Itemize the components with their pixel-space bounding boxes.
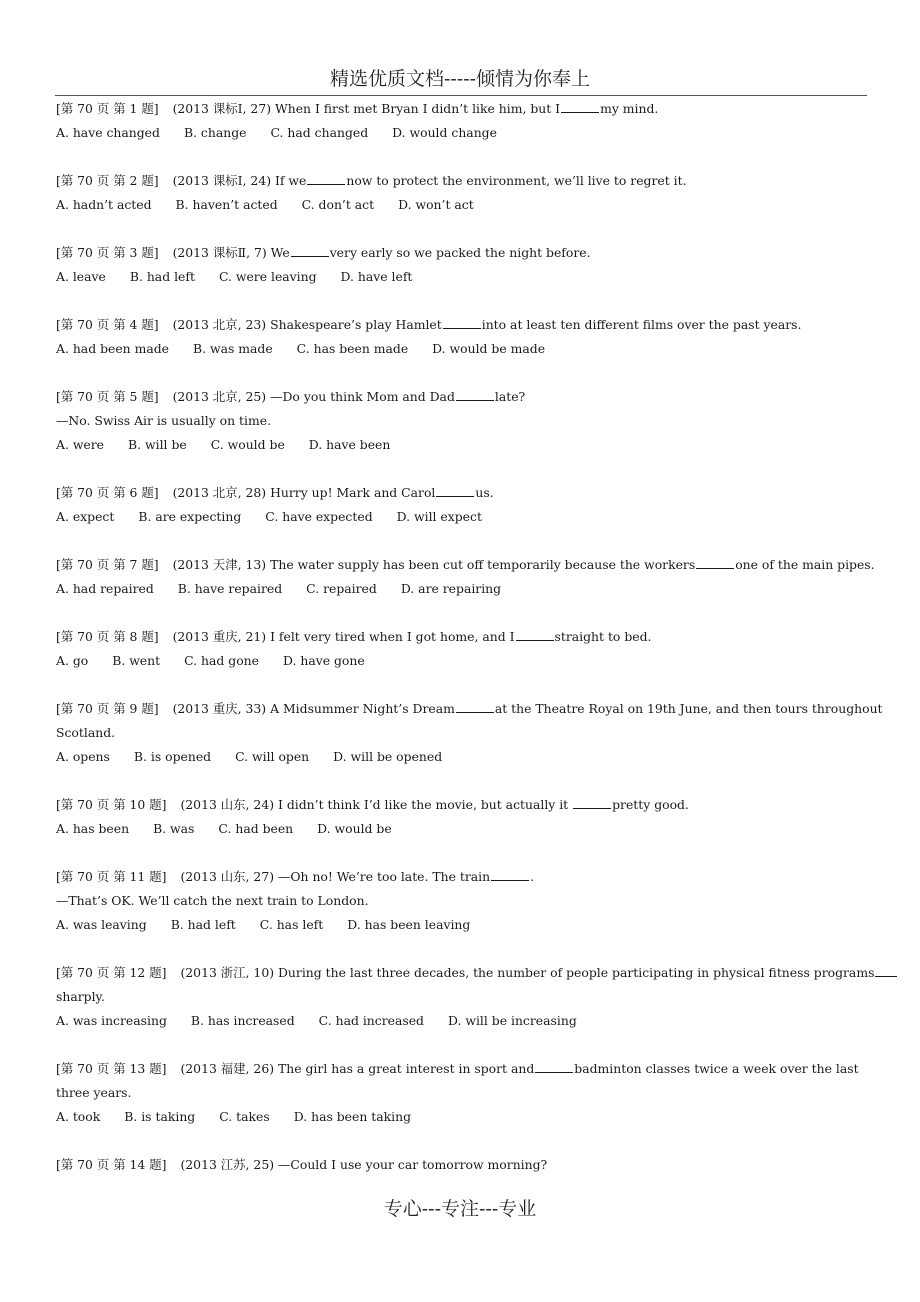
question-ref: [第 70 页 第 4 题] [56,317,159,332]
dialogue-reply: —No. Swiss Air is usually on time. [56,413,272,428]
stem-text: pretty good. [612,797,689,812]
option-d: D. have been [308,437,391,452]
answer-options [56,817,868,841]
stem-continuation: sharply. [56,989,105,1004]
option-a: A. took [56,1109,101,1124]
question-source: (2013 北京, 28) [172,485,267,500]
answer-options [56,337,868,361]
question-9 [56,697,883,769]
question-stem [56,169,868,193]
answer-blank [456,389,494,401]
stem-text: late? [494,389,526,404]
answer-blank [561,101,599,113]
question-source: (2013 课标Ⅰ, 27) [172,101,272,116]
question-ref: [第 70 页 第 5 题] [56,389,159,404]
stem-continuation: three years. [56,1085,132,1100]
option-c: C. had increased [318,1013,424,1028]
answer-blank [436,485,474,497]
question-ref: [第 70 页 第 1 题] [56,101,159,116]
question-source: (2013 课标Ⅱ, 7) [172,245,267,260]
answer-options [56,1105,868,1129]
stem-text: badminton classes twice a week over the last [574,1061,859,1076]
page-header: 精选优质文档-----倾情为你奉上 [329,68,591,90]
option-d: D. have gone [282,653,365,668]
option-d: D. would be [317,821,392,836]
question-stem [56,313,868,337]
option-c: C. had gone [184,653,259,668]
question-ref: [第 70 页 第 2 题] [56,173,159,188]
option-d: D. won’t act [398,197,474,212]
question-3 [56,241,868,289]
question-list [56,97,883,1201]
stem-text: at the Theatre Royal on 19th June, and then tours throughout [494,701,883,716]
question-ref: [第 70 页 第 3 题] [56,245,159,260]
stem-text: We [266,245,290,260]
question-ref: [第 70 页 第 11 题] [56,869,167,884]
answer-blank [456,701,494,713]
stem-text: If we [271,173,307,188]
option-d: D. will be opened [333,749,443,764]
stem-text: now to protect the environment, we’ll live to regret it. [346,173,687,188]
question-source: (2013 北京, 23) [172,317,267,332]
dialogue-reply: —That’s OK. We’ll catch the next train to London. [56,893,369,908]
stem-text: I didn’t think I’d like the movie, but actually it [274,797,573,812]
option-b: B. haven’t acted [175,197,278,212]
question-source: (2013 天津, 13) [172,557,267,572]
question-source: (2013 江苏, 25) [180,1157,275,1172]
option-c: C. has left [259,917,324,932]
question-ref: [第 70 页 第 12 题] [56,965,167,980]
answer-blank [535,1061,573,1073]
answer-blank [875,965,897,977]
option-d: D. will be increasing [447,1013,577,1028]
option-a: A. were [56,437,105,452]
option-c: C. don’t act [301,197,375,212]
question-ref: [第 70 页 第 10 题] [56,797,167,812]
answer-options [56,193,868,217]
option-a: A. had repaired [56,581,154,596]
question-ref: [第 70 页 第 7 题] [56,557,159,572]
option-a: A. was increasing [56,1013,167,1028]
option-a: A. hadn’t acted [56,197,152,212]
answer-options [56,121,868,145]
question-5 [56,385,868,457]
option-a: A. had been made [56,341,169,356]
answer-options [56,1009,868,1033]
question-source: (2013 重庆, 33) [172,701,267,716]
question-stem [56,865,868,889]
question-stem [56,97,868,121]
question-4 [56,313,868,361]
question-11 [56,865,868,937]
answer-options [56,913,868,937]
question-14 [56,1153,868,1177]
option-b: B. has increased [190,1013,295,1028]
answer-options [56,505,868,529]
option-a: A. has been [56,821,130,836]
answer-options [56,649,868,673]
stem-text: straight to bed. [554,629,652,644]
answer-options [56,433,868,457]
stem-text: . [530,869,535,884]
question-source: (2013 福建, 26) [180,1061,275,1076]
question-source: (2013 重庆, 21) [172,629,267,644]
option-b: B. are expecting [138,509,242,524]
option-c: C. has been made [296,341,409,356]
question-stem [56,697,883,721]
stem-text: A Midsummer Night’s Dream [266,701,455,716]
option-a: A. opens [56,749,110,764]
stem-text: —Oh no! We’re too late. The train [274,869,491,884]
question-source: (2013 北京, 25) [172,389,267,404]
stem-text: During the last three decades, the number of people participating in physical fitness programs [274,965,875,980]
option-d: D. would be made [432,341,546,356]
option-d: D. would change [392,125,497,140]
question-6 [56,481,868,529]
question-13 [56,1057,868,1129]
option-c: C. had changed [270,125,369,140]
stem-text: one of the main pipes. [735,557,875,572]
option-a: A. was leaving [56,917,147,932]
option-b: B. change [183,125,247,140]
question-ref: [第 70 页 第 13 题] [56,1061,167,1076]
answer-blank [491,869,529,881]
stem-text: —Do you think Mom and Dad [266,389,455,404]
stem-text: The water supply has been cut off temporarily because the workers [266,557,696,572]
answer-blank [291,245,329,257]
stem-text: —Could I use your car tomorrow morning? [274,1157,548,1172]
option-b: B. was [153,821,195,836]
option-b: B. have repaired [177,581,283,596]
question-ref: [第 70 页 第 9 题] [56,701,159,716]
stem-continuation: Scotland. [56,725,116,740]
question-ref: [第 70 页 第 14 题] [56,1157,167,1172]
question-stem [56,625,868,649]
stem-text: When I first met Bryan I didn’t like him, but I [271,101,561,116]
stem-text: The girl has a great interest in sport and [274,1061,535,1076]
question-stem [56,385,868,409]
option-d: D. has been taking [293,1109,412,1124]
question-source: (2013 浙江, 10) [180,965,275,980]
question-stem [56,241,868,265]
page-footer: 专心---专注---专业 [383,1198,537,1220]
question-stem [56,481,868,505]
option-b: B. was made [192,341,273,356]
question-source: (2013 山东, 27) [180,869,275,884]
question-stem [56,1057,868,1081]
option-c: C. takes [219,1109,270,1124]
question-source: (2013 山东, 24) [180,797,275,812]
stem-text: I felt very tired when I got home, and I [266,629,515,644]
option-c: C. will open [235,749,310,764]
question-stem [56,553,875,577]
option-c: C. have expected [265,509,373,524]
stem-text: into at least ten different films over the past years. [481,317,802,332]
stem-text: Shakespeare’s play Hamlet [266,317,442,332]
question-stem [56,961,875,985]
stem-text: Hurry up! Mark and Carol [266,485,436,500]
question-10 [56,793,868,841]
option-d: D. will expect [396,509,482,524]
stem-text: us. [475,485,494,500]
answer-options [56,265,868,289]
option-b: B. is taking [124,1109,196,1124]
answer-blank [573,797,611,809]
option-c: C. would be [210,437,285,452]
answer-blank [307,173,345,185]
question-stem [56,793,868,817]
question-stem [56,1153,868,1177]
question-2 [56,169,868,217]
option-d: D. has been leaving [347,917,471,932]
answer-blank [696,557,734,569]
stem-text: very early so we packed the night before. [329,245,591,260]
question-7 [56,553,875,601]
question-ref: [第 70 页 第 8 题] [56,629,159,644]
answer-blank [516,629,554,641]
answer-options [56,745,868,769]
question-source: (2013 课标Ⅰ, 24) [172,173,272,188]
question-1 [56,97,868,145]
question-8 [56,625,868,673]
option-b: B. went [112,653,161,668]
option-b: B. will be [128,437,187,452]
header-divider [55,95,867,96]
stem-text: my mind. [600,101,659,116]
option-a: A. have changed [56,125,160,140]
option-d: D. are repairing [400,581,502,596]
answer-blank [443,317,481,329]
option-a: A. leave [56,269,106,284]
answer-options [56,577,868,601]
option-a: A. expect [56,509,115,524]
option-b: B. is opened [133,749,212,764]
option-d: D. have left [340,269,413,284]
option-b: B. had left [170,917,236,932]
question-12 [56,961,875,1033]
option-c: C. were leaving [218,269,317,284]
option-c: C. repaired [306,581,377,596]
option-b: B. had left [129,269,195,284]
question-ref: [第 70 页 第 6 题] [56,485,159,500]
option-a: A. go [56,653,89,668]
option-c: C. had been [218,821,294,836]
